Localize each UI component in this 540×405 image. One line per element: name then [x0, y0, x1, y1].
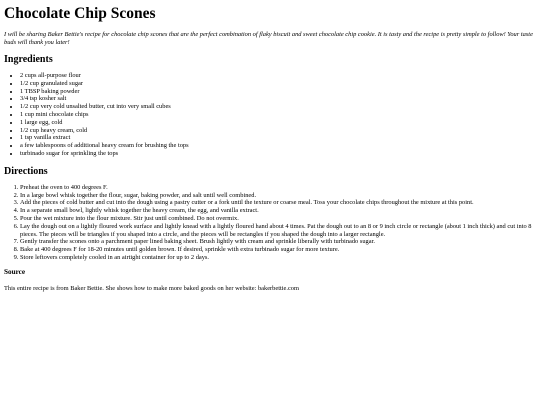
direction-step: 6. Lay the dough out on a lightly floured work surface and lightly knead with a lightly floured hand about 4 times. Pat the dough out to an 8 or 9 inch circle or rectangle (about 1 inch thick) and cut into 8 pieces. The pieces will be triangles if you shaped into a circle, and the pieces will be rectangles if you shaped the dough into a larger rectangle. [20, 223, 536, 239]
ingredient-item: • 1 cup mini chocolate chips [20, 111, 536, 119]
direction-step: 7. Gently transfer the scones onto a parchment paper lined baking sheet. Brush lightly with cream and sprinkle liberally with turbinado sugar. [20, 238, 536, 246]
ingredient-item: • 1/2 cup heavy cream, cold [20, 127, 536, 135]
ingredient-item: • 1 large egg, cold [20, 119, 536, 127]
ingredient-item: • 2 cups all-purpose flour [20, 72, 536, 80]
ingredient-item: • turbinado sugar for sprinkling the tops [20, 150, 536, 158]
ingredient-item: • 1/2 cup very cold unsalted butter, cut into very small cubes [20, 103, 536, 111]
directions-list [4, 184, 536, 262]
ingredient-item: • a few tablespoons of additional heavy cream for brushing the tops [20, 142, 536, 150]
direction-step: 1. Preheat the oven to 400 degrees F. [20, 184, 536, 192]
direction-step: 8. Bake at 400 degrees F for 18-20 minutes until golden brown. If desired, sprinkle with extra turbinado sugar for more texture. [20, 246, 536, 254]
direction-step: 3. Add the pieces of cold butter and cut into the dough using a pastry cutter or a fork until the texture or coarse meal. Toss your chocolate chips throughout the mixture at this point. [20, 199, 536, 207]
source-text: This entire recipe is from Baker Bettie. She shows how to make more baked goods on her website: bakerbettie.com [4, 284, 299, 292]
ingredients-heading: Ingredients [4, 54, 53, 65]
direction-step: 4. In a separate small bowl, lightly whisk together the heavy cream, the egg, and vanilla extract. [20, 207, 536, 215]
direction-step: 2. In a large bowl whisk together the flour, sugar, baking powder, and salt until well combined. [20, 192, 536, 200]
ingredient-item: • 1/2 cup granulated sugar [20, 80, 536, 88]
ingredients-list [4, 72, 536, 158]
page-title: Chocolate Chip Scones [4, 5, 156, 22]
ingredient-item: • 1 TBSP baking powder [20, 88, 536, 96]
source-heading: Source [4, 267, 26, 276]
direction-step: 9. Store leftovers completely cooled in an airtight container for up to 2 days. [20, 254, 536, 262]
ingredient-item: • 3/4 tsp kosher salt [20, 95, 536, 103]
ingredient-item: • 1 tsp vanilla extract [20, 134, 536, 142]
intro-paragraph: I will be sharing Baker Bettie's recipe for chocolate chip scones that are the perfect combination of flaky biscuit and sweet chocolate chip cookie. It is tasty and the recipe is pretty simple to follow! Your taste buds will thank you later! [4, 31, 533, 46]
direction-step: 5. Pour the wet mixture into the flour mixture. Stir just until combined. Do not overmix. [20, 215, 536, 223]
directions-heading: Directions [4, 165, 48, 177]
